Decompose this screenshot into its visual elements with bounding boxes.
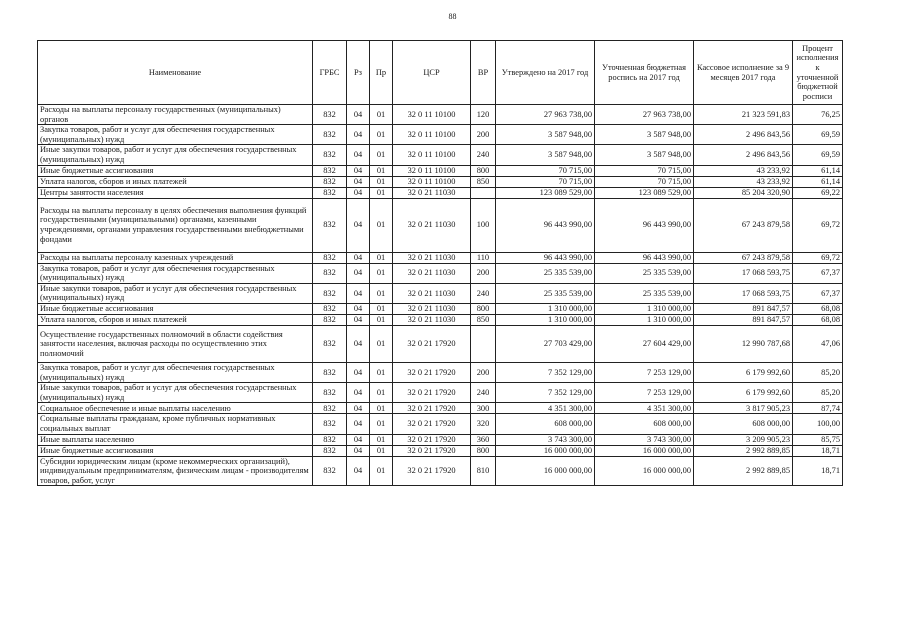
row-vr xyxy=(471,187,496,198)
row-refined: 25 335 539,00 xyxy=(595,263,694,283)
row-vr: 240 xyxy=(471,383,496,403)
row-refined: 3 587 948,00 xyxy=(595,145,694,165)
row-refined: 7 253 129,00 xyxy=(595,362,694,382)
row-csr: 32 0 11 10100 xyxy=(393,105,471,125)
row-rz: 04 xyxy=(347,165,370,176)
row-cash: 17 068 593,75 xyxy=(694,263,793,283)
row-pr: 01 xyxy=(370,125,393,145)
row-cash: 43 233,92 xyxy=(694,165,793,176)
table-row xyxy=(38,414,843,434)
row-percent: 69,59 xyxy=(793,125,843,145)
row-name: Уплата налогов, сборов и иных платежей xyxy=(38,176,313,187)
row-percent: 69,72 xyxy=(793,252,843,263)
row-grbs: 832 xyxy=(313,445,347,456)
row-name: Иные выплаты населению xyxy=(38,434,313,445)
row-approved: 70 715,00 xyxy=(496,165,595,176)
row-rz: 04 xyxy=(347,403,370,414)
row-name: Расходы на выплаты персоналу государственных (муниципальных) органов xyxy=(38,105,313,125)
row-pr: 01 xyxy=(370,314,393,325)
row-vr xyxy=(471,325,496,362)
row-pr: 01 xyxy=(370,263,393,283)
row-pr: 01 xyxy=(370,383,393,403)
row-cash: 67 243 879,58 xyxy=(694,198,793,252)
row-csr: 32 0 21 11030 xyxy=(393,283,471,303)
table-row xyxy=(38,314,843,325)
table-row xyxy=(38,456,843,486)
row-refined: 16 000 000,00 xyxy=(595,456,694,486)
header-pr: Пр xyxy=(370,41,393,105)
row-grbs: 832 xyxy=(313,165,347,176)
row-refined: 27 963 738,00 xyxy=(595,105,694,125)
row-approved: 608 000,00 xyxy=(496,414,595,434)
header-cash: Кассовое исполнение за 9 месяцев 2017 года xyxy=(694,41,793,105)
row-csr: 32 0 21 17920 xyxy=(393,383,471,403)
row-pr: 01 xyxy=(370,198,393,252)
row-name: Центры занятости населения xyxy=(38,187,313,198)
row-percent: 85,75 xyxy=(793,434,843,445)
row-percent: 76,25 xyxy=(793,105,843,125)
row-refined: 27 604 429,00 xyxy=(595,325,694,362)
row-pr: 01 xyxy=(370,434,393,445)
row-cash: 891 847,57 xyxy=(694,303,793,314)
row-refined: 25 335 539,00 xyxy=(595,283,694,303)
row-percent: 67,37 xyxy=(793,263,843,283)
table-row xyxy=(38,383,843,403)
row-rz: 04 xyxy=(347,303,370,314)
row-vr: 800 xyxy=(471,165,496,176)
row-grbs: 832 xyxy=(313,145,347,165)
row-vr: 810 xyxy=(471,456,496,486)
row-name: Закупка товаров, работ и услуг для обеспечения государственных (муниципальных) нужд xyxy=(38,362,313,382)
row-refined: 16 000 000,00 xyxy=(595,445,694,456)
row-percent: 69,72 xyxy=(793,198,843,252)
row-pr: 01 xyxy=(370,456,393,486)
row-vr: 110 xyxy=(471,252,496,263)
row-cash: 2 496 843,56 xyxy=(694,145,793,165)
row-csr: 32 0 21 11030 xyxy=(393,263,471,283)
row-cash: 608 000,00 xyxy=(694,414,793,434)
row-refined: 123 089 529,00 xyxy=(595,187,694,198)
row-rz: 04 xyxy=(347,176,370,187)
row-grbs: 832 xyxy=(313,362,347,382)
row-csr: 32 0 11 10100 xyxy=(393,165,471,176)
row-approved: 3 587 948,00 xyxy=(496,125,595,145)
row-cash: 85 204 320,90 xyxy=(694,187,793,198)
row-pr: 01 xyxy=(370,445,393,456)
row-csr: 32 0 11 10100 xyxy=(393,125,471,145)
row-vr: 800 xyxy=(471,303,496,314)
row-percent: 69,22 xyxy=(793,187,843,198)
row-rz: 04 xyxy=(347,434,370,445)
row-percent: 68,08 xyxy=(793,303,843,314)
row-vr: 200 xyxy=(471,362,496,382)
row-csr: 32 0 21 17920 xyxy=(393,403,471,414)
row-percent: 69,59 xyxy=(793,145,843,165)
row-grbs: 832 xyxy=(313,187,347,198)
table-row xyxy=(38,263,843,283)
row-approved: 27 703 429,00 xyxy=(496,325,595,362)
row-name: Расходы на выплаты персоналу в целях обеспечения выполнения функций государственными (муниципальными) органами, казенными учреждениями, органами управления государственными внебюджетными фондами xyxy=(38,198,313,252)
row-vr: 360 xyxy=(471,434,496,445)
table-row xyxy=(38,283,843,303)
row-grbs: 832 xyxy=(313,434,347,445)
row-rz: 04 xyxy=(347,145,370,165)
row-cash: 12 990 787,68 xyxy=(694,325,793,362)
row-grbs: 832 xyxy=(313,105,347,125)
row-rz: 04 xyxy=(347,325,370,362)
row-pr: 01 xyxy=(370,187,393,198)
header-rz: Рз xyxy=(347,41,370,105)
row-csr: 32 0 11 10100 xyxy=(393,176,471,187)
row-csr: 32 0 21 11030 xyxy=(393,198,471,252)
row-cash: 3 209 905,23 xyxy=(694,434,793,445)
row-pr: 01 xyxy=(370,283,393,303)
row-vr: 200 xyxy=(471,263,496,283)
row-approved: 70 715,00 xyxy=(496,176,595,187)
row-grbs: 832 xyxy=(313,456,347,486)
header-vr: ВР xyxy=(471,41,496,105)
row-grbs: 832 xyxy=(313,176,347,187)
row-cash: 3 817 905,23 xyxy=(694,403,793,414)
row-refined: 1 310 000,00 xyxy=(595,303,694,314)
row-refined: 4 351 300,00 xyxy=(595,403,694,414)
table-row xyxy=(38,252,843,263)
row-vr: 100 xyxy=(471,198,496,252)
row-cash: 67 243 879,58 xyxy=(694,252,793,263)
row-vr: 240 xyxy=(471,283,496,303)
row-approved: 3 743 300,00 xyxy=(496,434,595,445)
row-cash: 891 847,57 xyxy=(694,314,793,325)
table-row xyxy=(38,362,843,382)
row-name: Иные закупки товаров, работ и услуг для обеспечения государственных (муниципальных) нужд xyxy=(38,283,313,303)
row-approved: 123 089 529,00 xyxy=(496,187,595,198)
row-percent: 87,74 xyxy=(793,403,843,414)
table-row xyxy=(38,145,843,165)
table-row xyxy=(38,403,843,414)
row-pr: 01 xyxy=(370,362,393,382)
row-grbs: 832 xyxy=(313,252,347,263)
row-name: Уплата налогов, сборов и иных платежей xyxy=(38,314,313,325)
row-csr: 32 0 21 11030 xyxy=(393,252,471,263)
budget-execution-table xyxy=(37,40,843,486)
row-grbs: 832 xyxy=(313,314,347,325)
row-refined: 3 743 300,00 xyxy=(595,434,694,445)
row-vr: 240 xyxy=(471,145,496,165)
row-percent: 85,20 xyxy=(793,362,843,382)
row-rz: 04 xyxy=(347,383,370,403)
row-refined: 96 443 990,00 xyxy=(595,252,694,263)
row-csr: 32 0 21 17920 xyxy=(393,445,471,456)
header-approved: Утверждено на 2017 год xyxy=(496,41,595,105)
row-approved: 3 587 948,00 xyxy=(496,145,595,165)
table-row xyxy=(38,445,843,456)
table-row xyxy=(38,165,843,176)
row-approved: 96 443 990,00 xyxy=(496,198,595,252)
row-rz: 04 xyxy=(347,445,370,456)
row-vr: 120 xyxy=(471,105,496,125)
table-row xyxy=(38,187,843,198)
row-refined: 3 587 948,00 xyxy=(595,125,694,145)
row-cash: 21 323 591,83 xyxy=(694,105,793,125)
row-csr: 32 0 21 17920 xyxy=(393,434,471,445)
row-grbs: 832 xyxy=(313,303,347,314)
row-approved: 25 335 539,00 xyxy=(496,283,595,303)
row-pr: 01 xyxy=(370,105,393,125)
row-vr: 850 xyxy=(471,314,496,325)
row-csr: 32 0 21 11030 xyxy=(393,187,471,198)
table-row xyxy=(38,176,843,187)
row-approved: 1 310 000,00 xyxy=(496,314,595,325)
row-refined: 70 715,00 xyxy=(595,176,694,187)
header-percent: Процент исполнения к уточненной бюджетной росписи xyxy=(793,41,843,105)
row-rz: 04 xyxy=(347,252,370,263)
table-row xyxy=(38,434,843,445)
row-rz: 04 xyxy=(347,187,370,198)
row-approved: 16 000 000,00 xyxy=(496,456,595,486)
row-approved: 25 335 539,00 xyxy=(496,263,595,283)
row-approved: 96 443 990,00 xyxy=(496,252,595,263)
row-percent: 61,14 xyxy=(793,176,843,187)
row-cash: 2 992 889,85 xyxy=(694,445,793,456)
row-grbs: 832 xyxy=(313,403,347,414)
row-name: Иные закупки товаров, работ и услуг для обеспечения государственных (муниципальных) нужд xyxy=(38,145,313,165)
row-name: Иные закупки товаров, работ и услуг для обеспечения государственных (муниципальных) нужд xyxy=(38,383,313,403)
row-csr: 32 0 21 17920 xyxy=(393,414,471,434)
header-name: Наименование xyxy=(38,41,313,105)
row-name: Социальные выплаты гражданам, кроме публичных нормативных социальных выплат xyxy=(38,414,313,434)
row-grbs: 832 xyxy=(313,283,347,303)
row-percent: 100,00 xyxy=(793,414,843,434)
row-vr: 300 xyxy=(471,403,496,414)
row-pr: 01 xyxy=(370,403,393,414)
row-name: Субсидии юридическим лицам (кроме некоммерческих организаций), индивидуальным предпринимателям, физическим лицам - производителям товаров, работ, услуг xyxy=(38,456,313,486)
row-rz: 04 xyxy=(347,362,370,382)
row-refined: 70 715,00 xyxy=(595,165,694,176)
row-approved: 1 310 000,00 xyxy=(496,303,595,314)
row-approved: 16 000 000,00 xyxy=(496,445,595,456)
row-name: Расходы на выплаты персоналу казенных учреждений xyxy=(38,252,313,263)
row-refined: 96 443 990,00 xyxy=(595,198,694,252)
row-pr: 01 xyxy=(370,252,393,263)
row-name: Закупка товаров, работ и услуг для обеспечения государственных (муниципальных) нужд xyxy=(38,263,313,283)
row-vr: 200 xyxy=(471,125,496,145)
row-csr: 32 0 21 11030 xyxy=(393,314,471,325)
row-grbs: 832 xyxy=(313,198,347,252)
table-row xyxy=(38,303,843,314)
table-row xyxy=(38,105,843,125)
row-grbs: 832 xyxy=(313,125,347,145)
row-name: Иные бюджетные ассигнования xyxy=(38,165,313,176)
row-pr: 01 xyxy=(370,165,393,176)
row-refined: 608 000,00 xyxy=(595,414,694,434)
header-csr: ЦСР xyxy=(393,41,471,105)
row-approved: 27 963 738,00 xyxy=(496,105,595,125)
row-csr: 32 0 21 17920 xyxy=(393,325,471,362)
row-grbs: 832 xyxy=(313,414,347,434)
row-grbs: 832 xyxy=(313,383,347,403)
row-refined: 1 310 000,00 xyxy=(595,314,694,325)
row-grbs: 832 xyxy=(313,263,347,283)
row-refined: 7 253 129,00 xyxy=(595,383,694,403)
row-rz: 04 xyxy=(347,414,370,434)
row-csr: 32 0 21 17920 xyxy=(393,456,471,486)
row-name: Иные бюджетные ассигнования xyxy=(38,445,313,456)
row-rz: 04 xyxy=(347,198,370,252)
page-number: 88 xyxy=(448,12,457,21)
row-rz: 04 xyxy=(347,314,370,325)
row-pr: 01 xyxy=(370,414,393,434)
row-name: Закупка товаров, работ и услуг для обеспечения государственных (муниципальных) нужд xyxy=(38,125,313,145)
row-vr: 320 xyxy=(471,414,496,434)
row-approved: 7 352 129,00 xyxy=(496,362,595,382)
row-rz: 04 xyxy=(347,125,370,145)
row-csr: 32 0 11 10100 xyxy=(393,145,471,165)
row-cash: 2 992 889,85 xyxy=(694,456,793,486)
row-csr: 32 0 21 17920 xyxy=(393,362,471,382)
row-percent: 18,71 xyxy=(793,456,843,486)
row-name: Иные бюджетные ассигнования xyxy=(38,303,313,314)
row-pr: 01 xyxy=(370,145,393,165)
header-refined: Уточненная бюджетная роспись на 2017 год xyxy=(595,41,694,105)
row-percent: 47,06 xyxy=(793,325,843,362)
row-percent: 68,08 xyxy=(793,314,843,325)
row-name: Осуществление государственных полномочий в области содействия занятости населения, включая расходы по осуществлению этих полномочий xyxy=(38,325,313,362)
header-grbs: ГРБС xyxy=(313,41,347,105)
row-rz: 04 xyxy=(347,105,370,125)
row-cash: 43 233,92 xyxy=(694,176,793,187)
row-rz: 04 xyxy=(347,263,370,283)
row-pr: 01 xyxy=(370,176,393,187)
row-cash: 2 496 843,56 xyxy=(694,125,793,145)
table-header-row xyxy=(38,41,843,105)
row-pr: 01 xyxy=(370,325,393,362)
row-name: Социальное обеспечение и иные выплаты населению xyxy=(38,403,313,414)
row-grbs: 832 xyxy=(313,325,347,362)
table-row xyxy=(38,198,843,252)
row-approved: 7 352 129,00 xyxy=(496,383,595,403)
row-cash: 6 179 992,60 xyxy=(694,362,793,382)
row-percent: 61,14 xyxy=(793,165,843,176)
row-percent: 18,71 xyxy=(793,445,843,456)
table-row xyxy=(38,125,843,145)
row-pr: 01 xyxy=(370,303,393,314)
row-rz: 04 xyxy=(347,456,370,486)
row-percent: 67,37 xyxy=(793,283,843,303)
table-row xyxy=(38,325,843,362)
row-percent: 85,20 xyxy=(793,383,843,403)
row-rz: 04 xyxy=(347,283,370,303)
row-vr: 850 xyxy=(471,176,496,187)
row-approved: 4 351 300,00 xyxy=(496,403,595,414)
row-vr: 800 xyxy=(471,445,496,456)
row-cash: 6 179 992,60 xyxy=(694,383,793,403)
row-csr: 32 0 21 11030 xyxy=(393,303,471,314)
row-cash: 17 068 593,75 xyxy=(694,283,793,303)
